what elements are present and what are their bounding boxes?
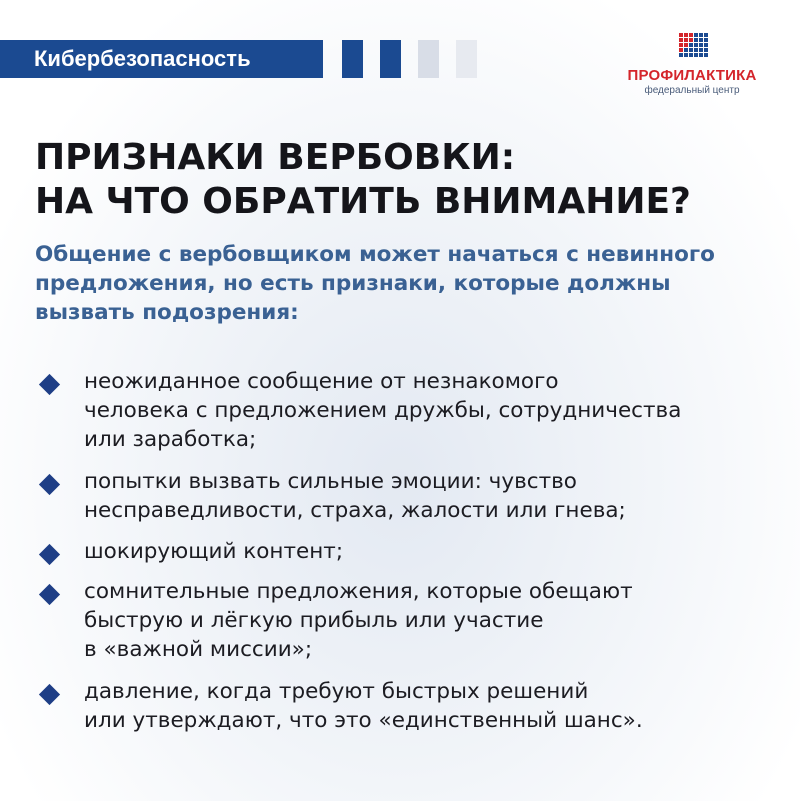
- intro-line-3: вызвать подозрения:: [35, 300, 299, 325]
- intro-text: [35, 240, 785, 327]
- category-tag: [0, 40, 323, 78]
- diamond-bullet-icon: [39, 374, 60, 395]
- logo-title: ПРОФИЛАКТИКА: [627, 67, 757, 84]
- page-title-line-2: НА ЧТО ОБРАТИТЬ ВНИМАНИЕ?: [35, 181, 691, 222]
- list-item-line: несправедливости, страха, жалости или гнева;: [84, 498, 626, 523]
- stripe-1: [342, 40, 363, 78]
- list-item-line: в «важной миссии»;: [84, 637, 313, 662]
- list-item-line: сомнительные предложения, которые обещают: [84, 579, 633, 604]
- list-item-line: шокирующий контент;: [84, 539, 344, 564]
- list-item: [35, 367, 795, 454]
- list-item: [35, 537, 795, 566]
- list-item-line: или утверждают, что это «единственный шанс».: [84, 708, 643, 733]
- diamond-bullet-icon: [39, 584, 60, 605]
- list-item-line: быструю и лёгкую прибыль или участие: [84, 608, 544, 633]
- list-item-line: человека с предложением дружбы, сотрудничества: [84, 398, 682, 423]
- logo-subtitle: федеральный центр: [644, 85, 740, 96]
- page-title-line-1: ПРИЗНАКИ ВЕРБОВКИ:: [35, 137, 516, 178]
- diamond-bullet-icon: [39, 684, 60, 705]
- intro-line-1: Общение с вербовщиком может начаться с невинного: [35, 242, 715, 267]
- page-title: [35, 136, 775, 224]
- list-item: [35, 467, 795, 525]
- category-label: Кибербезопасность: [34, 46, 251, 71]
- diamond-bullet-icon: [39, 544, 60, 565]
- stripe-3: [418, 40, 439, 78]
- list-item: [35, 677, 795, 735]
- intro-line-2: предложения, но есть признаки, которые должны: [35, 271, 671, 296]
- diamond-bullet-icon: [39, 474, 60, 495]
- list-item-line: давление, когда требуют быстрых решений: [84, 679, 589, 704]
- logo: [617, 33, 767, 99]
- list-item-line: или заработка;: [84, 427, 257, 452]
- list-item-line: неожиданное сообщение от незнакомого: [84, 369, 559, 394]
- stripe-4: [456, 40, 477, 78]
- stripe-2: [380, 40, 401, 78]
- signs-list: [35, 367, 795, 735]
- logo-grid-icon: [679, 33, 711, 61]
- list-item-line: попытки вызвать сильные эмоции: чувство: [84, 469, 577, 494]
- list-item: [35, 577, 795, 664]
